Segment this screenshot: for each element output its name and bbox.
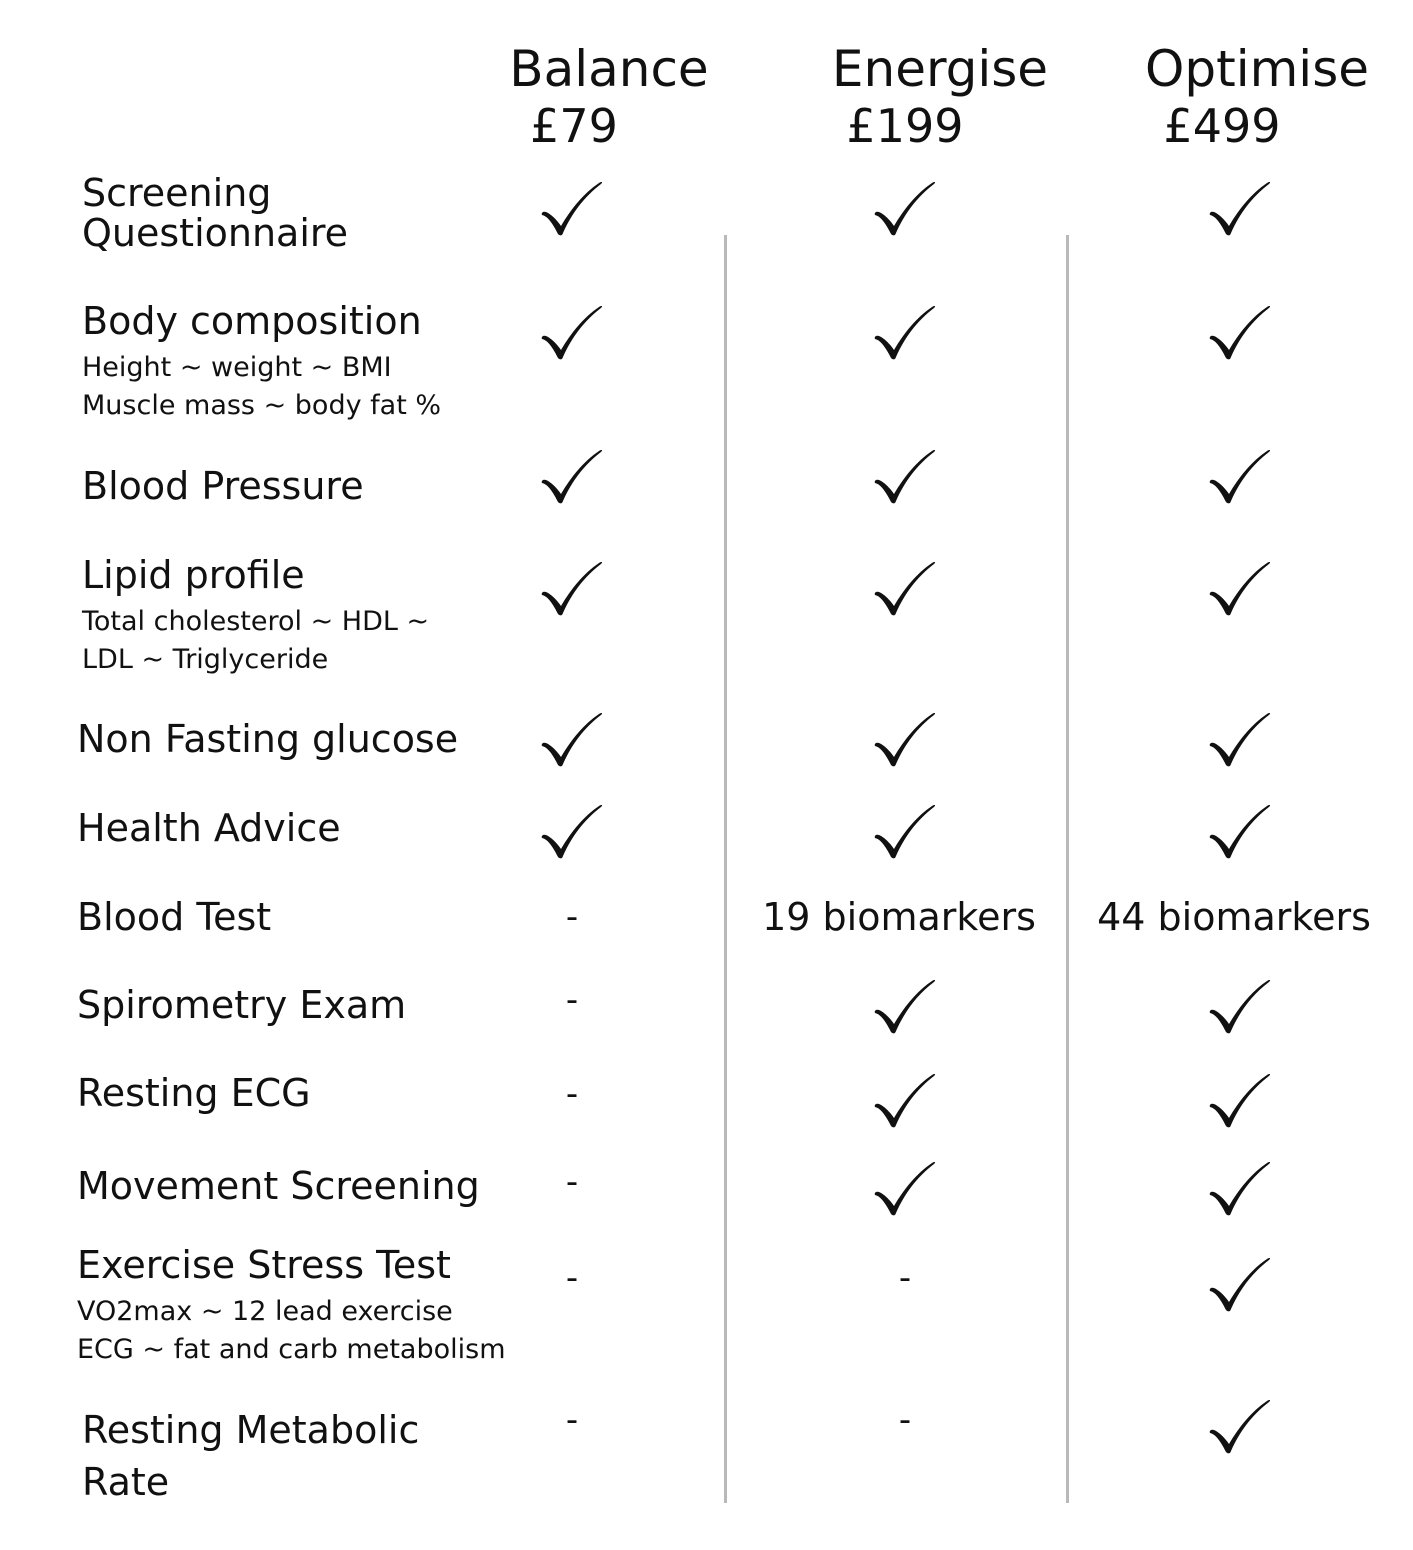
- cell-optimise-screening-questionnaire: [1090, 182, 1390, 238]
- feature-title-line: Resting Metabolic: [82, 1408, 420, 1452]
- cell-energise-resting-ecg: [755, 1074, 1055, 1130]
- cell-optimise-resting-metabolic-rate: [1090, 1400, 1390, 1456]
- feature-detail: VO2max ~ 12 lead exercise: [77, 1296, 453, 1327]
- feature-title: [82, 173, 348, 253]
- biomarker-count: 44 biomarkers: [1097, 895, 1371, 939]
- cell-balance-health-advice: [422, 805, 722, 861]
- feature-label-blood-test: [77, 897, 271, 937]
- feature-title-line: Blood Pressure: [82, 464, 364, 508]
- plan-price: £79: [530, 99, 618, 153]
- cell-energise-resting-metabolic-rate: [755, 1400, 1055, 1438]
- not-included-dash: -: [565, 897, 579, 937]
- checkmark-icon: [539, 450, 605, 506]
- cell-optimise-lipid-profile: [1090, 562, 1390, 618]
- cell-optimise-resting-ecg: [1090, 1074, 1390, 1130]
- feature-title-line: Questionnaire: [82, 211, 349, 255]
- feature-title-line: Blood Test: [77, 895, 272, 939]
- feature-title-line: Lipid profile: [82, 553, 305, 597]
- cell-optimise-body-composition: [1090, 306, 1390, 362]
- feature-detail: Total cholesterol ~ HDL ~: [82, 606, 430, 637]
- feature-label-non-fasting-glucose: [77, 719, 458, 759]
- plan-name: Optimise: [1145, 40, 1369, 98]
- cell-balance-exercise-stress-test: [422, 1258, 722, 1296]
- cell-optimise-health-advice: [1090, 805, 1390, 861]
- checkmark-icon: [872, 450, 938, 506]
- checkmark-icon: [1207, 1258, 1273, 1314]
- checkmark-icon: [872, 980, 938, 1036]
- biomarker-count: 19 biomarkers: [762, 895, 1036, 939]
- feature-title: [82, 466, 364, 506]
- cell-optimise-blood-pressure: [1090, 450, 1390, 506]
- feature-label-resting-ecg: [77, 1073, 311, 1113]
- cell-energise-blood-pressure: [755, 450, 1055, 506]
- cell-optimise-blood-test: [1084, 897, 1384, 937]
- plan-header-optimise: [1107, 40, 1407, 154]
- checkmark-icon: [539, 562, 605, 618]
- cell-energise-spirometry-exam: [755, 980, 1055, 1036]
- checkmark-icon: [872, 306, 938, 362]
- not-included-dash: -: [565, 980, 579, 1020]
- feature-title-line: Rate: [82, 1460, 170, 1504]
- plan-name: Balance: [509, 40, 709, 98]
- checkmark-icon: [1207, 980, 1273, 1036]
- checkmark-icon: [539, 182, 605, 238]
- not-included-dash: -: [898, 1258, 912, 1298]
- column-divider-2: [1066, 235, 1069, 1503]
- feature-title: [77, 719, 458, 759]
- cell-energise-body-composition: [755, 306, 1055, 362]
- feature-title-line: Screening: [82, 171, 272, 215]
- cell-balance-screening-questionnaire: [422, 182, 722, 238]
- cell-optimise-non-fasting-glucose: [1090, 713, 1390, 769]
- not-included-dash: -: [898, 1400, 912, 1440]
- checkmark-icon: [539, 306, 605, 362]
- cell-optimise-exercise-stress-test: [1090, 1258, 1390, 1314]
- checkmark-icon: [539, 713, 605, 769]
- cell-balance-non-fasting-glucose: [422, 713, 722, 769]
- plan-header-balance: [459, 40, 759, 154]
- checkmark-icon: [1207, 1074, 1273, 1130]
- cell-balance-resting-metabolic-rate: [422, 1400, 722, 1438]
- cell-energise-screening-questionnaire: [755, 182, 1055, 238]
- feature-detail: LDL ~ Triglyceride: [82, 644, 329, 675]
- checkmark-icon: [1207, 1162, 1273, 1218]
- feature-title-line: Non Fasting glucose: [77, 717, 459, 761]
- cell-balance-resting-ecg: [422, 1074, 722, 1112]
- cell-balance-movement-screening: [422, 1162, 722, 1200]
- feature-title-line: Health Advice: [77, 806, 341, 850]
- feature-detail: Height ~ weight ~ BMI: [82, 352, 392, 383]
- plan-price: £199: [846, 99, 964, 153]
- checkmark-icon: [1207, 306, 1273, 362]
- cell-balance-spirometry-exam: [422, 980, 722, 1018]
- checkmark-icon: [872, 562, 938, 618]
- feature-label-spirometry-exam: [77, 985, 406, 1025]
- cell-energise-exercise-stress-test: [755, 1258, 1055, 1296]
- cell-optimise-movement-screening: [1090, 1162, 1390, 1218]
- feature-label-body-composition: [82, 301, 441, 425]
- checkmark-icon: [872, 1074, 938, 1130]
- checkmark-icon: [872, 1162, 938, 1218]
- not-included-dash: -: [565, 1074, 579, 1114]
- feature-detail: Muscle mass ~ body fat %: [82, 390, 442, 421]
- checkmark-icon: [872, 713, 938, 769]
- checkmark-icon: [872, 805, 938, 861]
- not-included-dash: -: [565, 1162, 579, 1202]
- feature-title-line: Body composition: [82, 299, 422, 343]
- feature-title: [77, 897, 271, 937]
- feature-title: [82, 1404, 419, 1508]
- plan-name: Energise: [831, 40, 1049, 98]
- column-divider-1: [724, 235, 727, 1503]
- checkmark-icon: [1207, 805, 1273, 861]
- feature-title: [82, 301, 441, 341]
- cell-energise-lipid-profile: [755, 562, 1055, 618]
- cell-balance-blood-pressure: [422, 450, 722, 506]
- cell-balance-blood-test: [422, 897, 722, 935]
- cell-energise-movement-screening: [755, 1162, 1055, 1218]
- checkmark-icon: [1207, 450, 1273, 506]
- cell-energise-blood-test: [749, 897, 1049, 937]
- feature-title: [77, 1073, 311, 1113]
- checkmark-icon: [1207, 1400, 1273, 1456]
- feature-title-line: Exercise Stress Test: [77, 1243, 451, 1287]
- cell-energise-health-advice: [755, 805, 1055, 861]
- feature-label-lipid-profile: [82, 555, 429, 679]
- plan-price: £499: [1163, 99, 1281, 153]
- feature-title: [77, 985, 406, 1025]
- feature-title-line: Resting ECG: [77, 1071, 311, 1115]
- checkmark-icon: [1207, 713, 1273, 769]
- checkmark-icon: [872, 182, 938, 238]
- checkmark-icon: [1207, 182, 1273, 238]
- checkmark-icon: [1207, 562, 1273, 618]
- cell-optimise-spirometry-exam: [1090, 980, 1390, 1036]
- feature-detail: ECG ~ fat and carb metabolism: [77, 1334, 506, 1365]
- feature-title: [77, 1166, 480, 1206]
- feature-title-line: Movement Screening: [77, 1164, 480, 1208]
- not-included-dash: -: [565, 1400, 579, 1440]
- feature-label-health-advice: [77, 808, 341, 848]
- cell-balance-body-composition: [422, 306, 722, 362]
- not-included-dash: -: [565, 1258, 579, 1298]
- feature-title: [77, 808, 341, 848]
- feature-title-line: Spirometry Exam: [77, 983, 407, 1027]
- cell-energise-non-fasting-glucose: [755, 713, 1055, 769]
- feature-label-movement-screening: [77, 1166, 480, 1206]
- checkmark-icon: [539, 805, 605, 861]
- cell-balance-lipid-profile: [422, 562, 722, 618]
- feature-label-blood-pressure: [82, 466, 364, 506]
- feature-label-resting-metabolic-rate: [82, 1404, 419, 1508]
- feature-title: [82, 555, 429, 595]
- feature-label-screening-questionnaire: [82, 173, 348, 253]
